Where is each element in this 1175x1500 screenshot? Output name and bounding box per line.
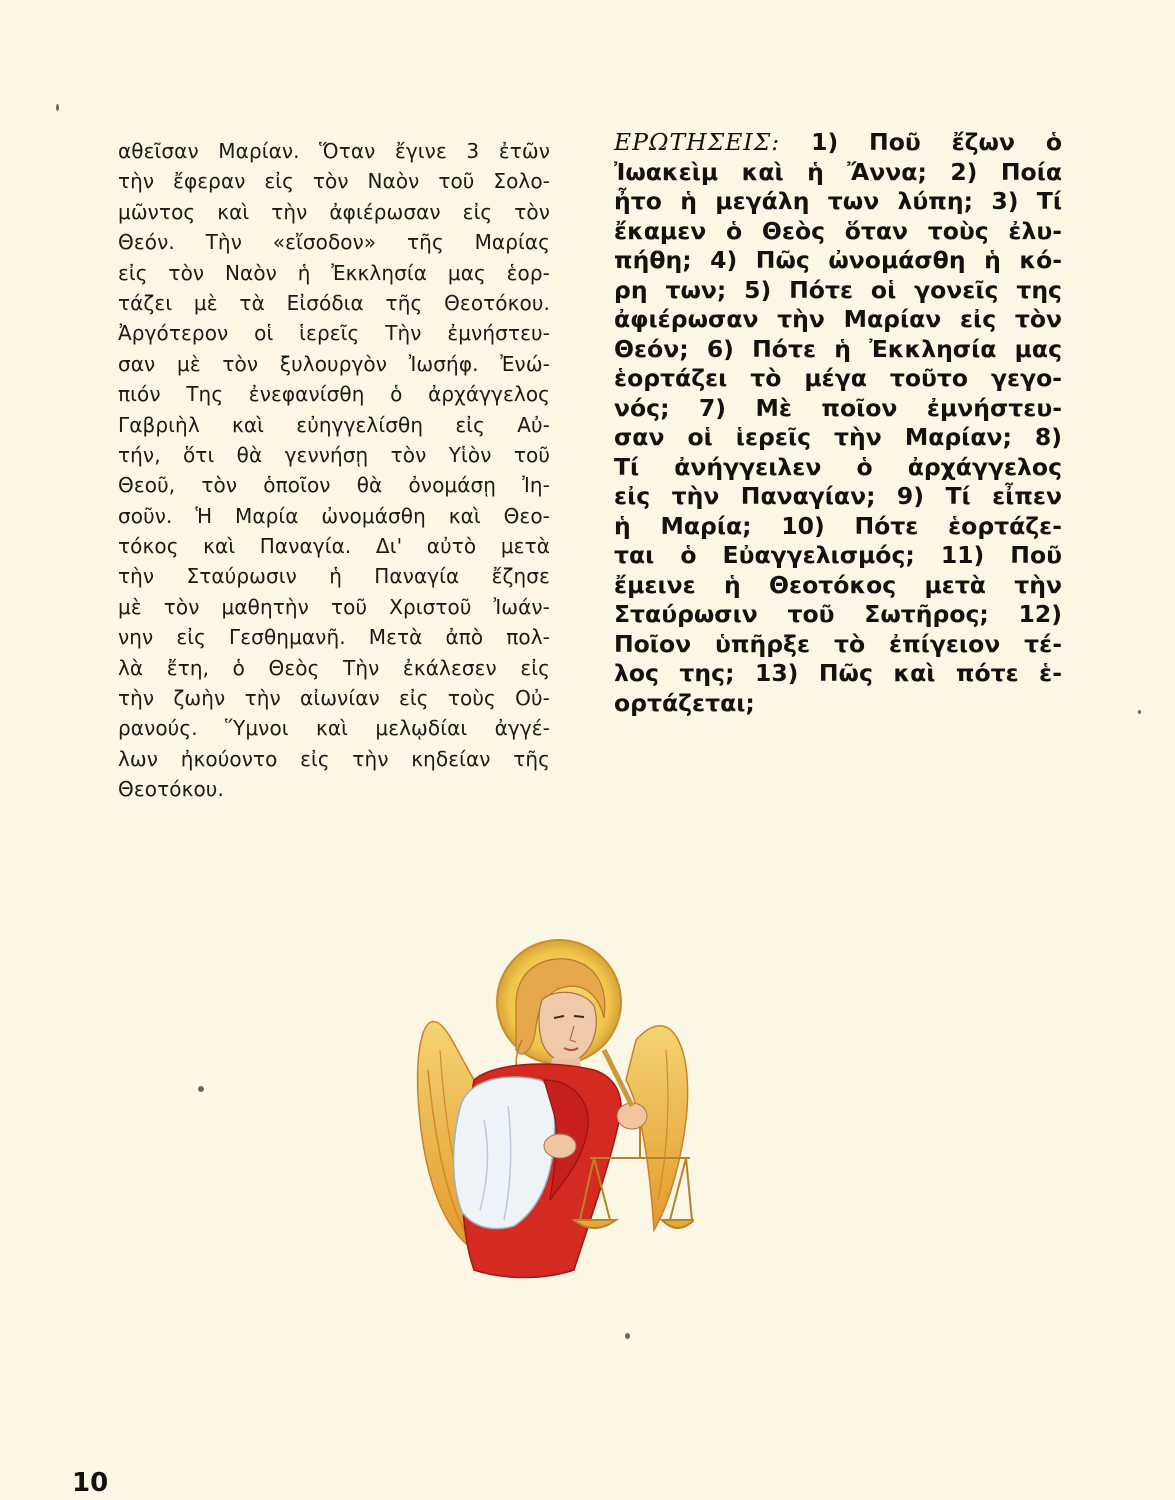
narrative-line: σοῦν. Ἡ Μαρία ὠνομάσθη καὶ Θεο-: [118, 503, 550, 528]
narrative-line: τὴν ζωὴν τὴν αἰωνίαν εἰς τοὺς Οὐ-: [118, 686, 550, 711]
narrative-line: τήν, ὅτι θὰ γεννήσῃ τὸν Υἱὸν τοῦ: [118, 442, 550, 467]
question-line: εἰς τὴν Παναγίαν; 9) Τί εἶπεν: [614, 482, 1062, 510]
question-line: ἑορτάζει τὸ μέγα τοῦτο γεγο-: [614, 364, 1062, 392]
narrative-line: ρανούς. Ὕμνοι καὶ μελῳδίαι ἀγγέ-: [118, 716, 550, 741]
narrative-line: τὴν ἔφεραν εἰς τὸν Ναὸν τοῦ Σολο-: [118, 169, 550, 194]
narrative-line: νην εἰς Γεσθημανῆ. Μετὰ ἀπὸ πολ-: [118, 625, 550, 650]
narrative-line: μὲ τὸν μαθητὴν τοῦ Χριστοῦ Ἰωάν-: [118, 594, 550, 619]
narrative-column: [118, 136, 550, 805]
question-line: ἀφιέρωσαν τὴν Μαρίαν εἰς τὸν: [614, 305, 1062, 333]
scan-speck: [56, 104, 59, 111]
narrative-line: πιόν Της ἐνεφανίσθη ὁ ἀρχάγγελος: [118, 382, 550, 407]
question-line: ἦτο ἡ μεγάλη των λύπη; 3) Τί: [614, 187, 1062, 215]
scan-speck: [625, 1333, 630, 1339]
question-line: λος της; 13) Πῶς καὶ πότε ἑ-: [614, 659, 1062, 687]
question-line: Σταύρωσιν τοῦ Σωτῆρος; 12): [614, 600, 1062, 628]
question-line: ται ὁ Εὐαγγελισμός; 11) Ποῦ: [614, 541, 1062, 569]
question-line: σαν οἱ ἱερεῖς τὴν Μαρίαν; 8): [614, 423, 1062, 451]
questions-column: [614, 128, 1062, 718]
scan-speck: [1138, 710, 1141, 714]
narrative-line: τὴν Σταύρωσιν ἡ Παναγία ἔζησε: [118, 564, 550, 589]
scan-speck: [198, 1086, 204, 1092]
questions-first-line: [614, 128, 1062, 158]
narrative-line: Ἀργότερον οἱ ἱερεῖς Τὴν ἐμνήστευ-: [118, 321, 550, 346]
narrative-line: Θεοτόκου.: [118, 777, 224, 802]
narrative-line: λὰ ἔτη, ὁ Θεὸς Τὴν ἐκάλεσεν εἰς: [118, 655, 550, 680]
question-line: Ἰωακεὶμ καὶ ἡ Ἄννα; 2) Ποία: [614, 157, 1062, 186]
question-line: ἔκαμεν ὁ Θεὸς ὅταν τοὺς ἐλυ-: [614, 216, 1062, 245]
narrative-line: Θεόν. Τὴν «εἴσοδον» τῆς Μαρίας: [118, 230, 550, 255]
question-line: νός; 7) Μὲ ποῖον ἐμνήστευ-: [614, 393, 1062, 422]
question-line: ἔμεινε ἡ Θεοτόκος μετὰ τὴν: [614, 570, 1062, 599]
narrative-line: αθεῖσαν Μαρίαν. Ὅταν ἔγινε 3 ἐτῶν: [118, 139, 550, 163]
question-line: ρη των; 5) Πότε οἱ γονεῖς της: [614, 275, 1062, 304]
question-line: Τί ἀνήγγειλεν ὁ ἀρχάγγελος: [614, 452, 1062, 481]
narrative-line: εἰς τὸν Ναὸν ἡ Ἐκκλησία μας ἑορ-: [118, 260, 550, 285]
page-number: 10: [72, 1468, 109, 1498]
narrative-line: λων ἠκούοντο εἰς τὴν κηδείαν τῆς: [118, 746, 550, 771]
narrative-line: τάζει μὲ τὰ Εἰσόδια τῆς Θεοτόκου.: [118, 290, 550, 315]
question-line: ορτάζεται;: [614, 688, 755, 717]
questions-heading: ΕΡΩΤΗΣΕΙΣ:: [614, 128, 781, 156]
question-line: ἡ Μαρία; 10) Πότε ἑορτάζε-: [614, 511, 1062, 540]
question-line: πήθη; 4) Πῶς ὠνομάσθη ἡ κό-: [614, 246, 1062, 274]
question-line: Ποῖον ὑπῆρξε τὸ ἐπίγειον τέ-: [614, 629, 1062, 658]
question-line: 1) Ποῦ ἔζων ὁ: [811, 128, 1063, 156]
narrative-line: τόκος καὶ Παναγία. Δι' αὐτὸ μετὰ: [118, 534, 550, 559]
narrative-line: σαν μὲ τὸν ξυλουργὸν Ἰωσήφ. Ἐνώ-: [118, 351, 550, 376]
question-line: Θεόν; 6) Πότε ἡ Ἐκκλησία μας: [614, 334, 1062, 363]
narrative-line: μῶντος καὶ τὴν ἀφιέρωσαν εἰς τὸν: [118, 199, 550, 224]
narrative-line: Γαβριὴλ καὶ εὐηγγελίσθη εἰς Αὐ-: [118, 412, 550, 437]
archangel-with-scales-icon: [404, 930, 694, 1290]
narrative-line: Θεοῦ, τὸν ὁποῖον θὰ ὀνομάσῃ Ἰη-: [118, 473, 550, 498]
